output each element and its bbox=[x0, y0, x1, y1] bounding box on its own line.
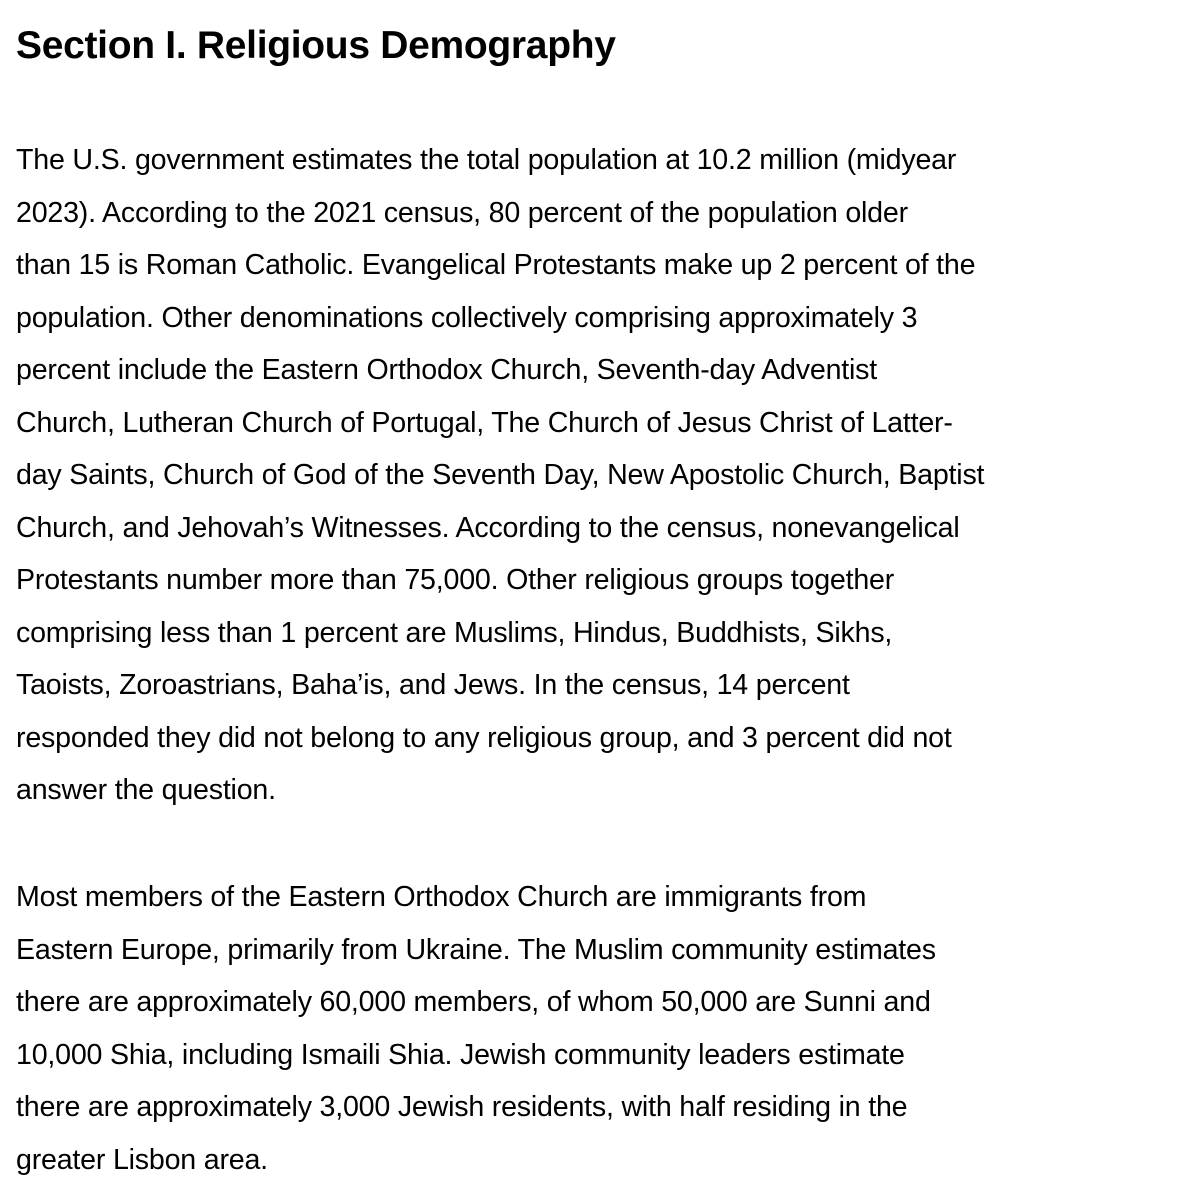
paragraph-line: there are approximately 60,000 members, of whom 50,000 are Sunni and bbox=[16, 986, 931, 1018]
paragraph-line: population. Other denominations collectively comprising approximately 3 bbox=[16, 301, 918, 334]
paragraph-line: Taoists, Zoroastrians, Baha’is, and Jews. In the census, 14 percent bbox=[16, 669, 850, 701]
paragraph-line: The U.S. government estimates the total population at 10.2 million (midyear bbox=[16, 144, 957, 176]
paragraph-line: day Saints, Church of God of the Seventh Day, New Apostolic Church, Baptist bbox=[16, 459, 985, 491]
paragraph-line: Church, Lutheran Church of Portugal, The Church of Jesus Christ of Latter- bbox=[16, 406, 953, 439]
paragraph-line: greater Lisbon area. bbox=[16, 1143, 268, 1176]
paragraph-line: answer the question. bbox=[16, 774, 276, 806]
paragraph-line: there are approximately 3,000 Jewish residents, with half residing in the bbox=[16, 1091, 908, 1123]
paragraph-line: comprising less than 1 percent are Muslims, Hindus, Buddhists, Sikhs, bbox=[16, 616, 893, 649]
paragraph-demographics bbox=[16, 134, 984, 817]
paragraph-line: responded they did not belong to any religious group, and 3 percent did not bbox=[16, 721, 952, 754]
paragraph-line: Most members of the Eastern Orthodox Church are immigrants from bbox=[16, 881, 867, 913]
paragraph-line: 10,000 Shia, including Ismaili Shia. Jewish community leaders estimate bbox=[16, 1038, 905, 1071]
paragraph-line: than 15 is Roman Catholic. Evangelical Protestants make up 2 percent of the bbox=[16, 249, 976, 281]
paragraph-minority-groups bbox=[16, 871, 936, 1186]
section-heading: Section I. Religious Demography bbox=[16, 24, 616, 67]
paragraph-line: Church, and Jehovah’s Witnesses. According to the census, nonevangelical bbox=[16, 511, 960, 544]
paragraph-line: Protestants number more than 75,000. Other religious groups together bbox=[16, 564, 895, 596]
paragraph-line: Eastern Europe, primarily from Ukraine. The Muslim community estimates bbox=[16, 933, 936, 966]
paragraph-line: percent include the Eastern Orthodox Church, Seventh-day Adventist bbox=[16, 354, 878, 386]
paragraph-line: 2023). According to the 2021 census, 80 percent of the population older bbox=[16, 196, 908, 229]
